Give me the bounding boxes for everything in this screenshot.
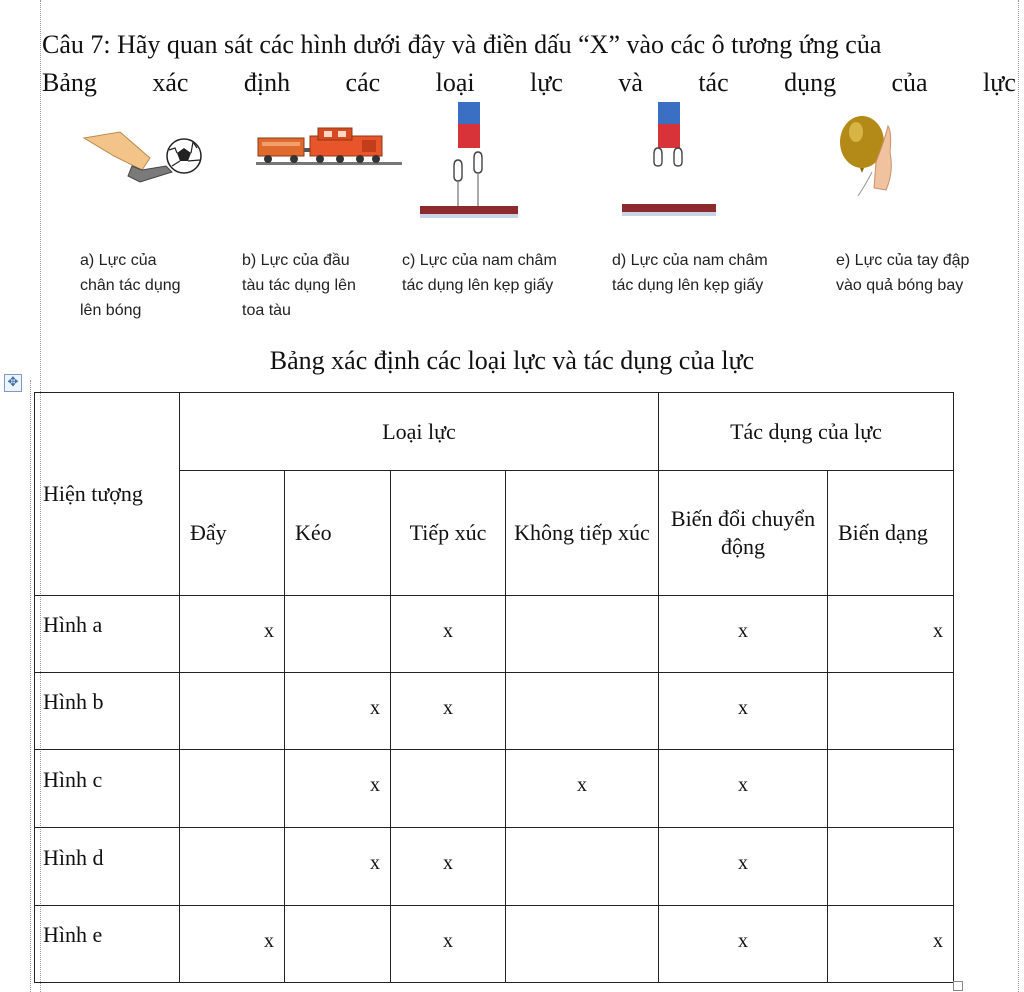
row-label: Hình c: [35, 750, 180, 828]
cell-pull[interactable]: [285, 596, 391, 673]
figure-caption-c: c) Lực của nam châm tác dụng lên kẹp giấy: [402, 252, 557, 294]
cell-push[interactable]: [180, 750, 285, 828]
cell-non-contact[interactable]: x: [506, 750, 659, 828]
row-label: Hình e: [35, 906, 180, 983]
question-line-1: Câu 7: Hãy quan sát các hình dưới đây và điền dấu “X” vào các ô tương ứng của: [42, 30, 882, 59]
magnet-paperclip-icon: [418, 100, 522, 226]
header-push: Đẩy: [180, 471, 285, 596]
table-row: [35, 828, 954, 906]
question-word: xác: [152, 68, 189, 97]
figure-caption-a: a) Lực của chân tác dụng lên bóng: [80, 252, 181, 319]
magnet-paperclip-icon: [620, 100, 720, 224]
cell-motion-change[interactable]: x: [659, 906, 828, 983]
figure-caption-e: e) Lực của tay đập vào quả bóng bay: [836, 252, 970, 294]
cell-push[interactable]: [180, 828, 285, 906]
force-table: [34, 392, 954, 983]
header-non-contact: Không tiếp xúc: [506, 471, 659, 596]
cell-non-contact[interactable]: [506, 828, 659, 906]
table-title: Bảng xác định các loại lực và tác dụng của lực: [269, 346, 755, 375]
row-label: Hình b: [35, 673, 180, 750]
cell-pull[interactable]: x: [285, 673, 391, 750]
table-move-handle[interactable]: ✥: [4, 374, 22, 392]
cell-contact[interactable]: x: [391, 673, 506, 750]
table-margin-guide: [30, 380, 31, 992]
cell-pull[interactable]: x: [285, 750, 391, 828]
cell-motion-change[interactable]: x: [659, 828, 828, 906]
table-row: [35, 673, 954, 750]
table-row: [35, 906, 954, 983]
cell-pull[interactable]: [285, 906, 391, 983]
cell-push[interactable]: [180, 673, 285, 750]
cell-contact[interactable]: x: [391, 596, 506, 673]
header-force-effect: Tác dụng của lực: [659, 393, 954, 471]
cell-pull[interactable]: x: [285, 828, 391, 906]
question-word: định: [243, 68, 291, 97]
cell-deformation[interactable]: [828, 673, 954, 750]
table-row: [35, 596, 954, 673]
cell-contact[interactable]: x: [391, 828, 506, 906]
cell-motion-change[interactable]: x: [659, 673, 828, 750]
header-phenomenon: Hiện tượng: [35, 393, 180, 596]
question-word: dụng: [784, 68, 837, 97]
cell-motion-change[interactable]: x: [659, 750, 828, 828]
cell-non-contact[interactable]: [506, 596, 659, 673]
question-word: lực: [983, 68, 1016, 97]
question-word: các: [345, 68, 381, 97]
question-word: lực: [530, 68, 563, 97]
train-icon: [254, 124, 404, 168]
table-resize-handle[interactable]: [953, 981, 963, 991]
cell-contact[interactable]: x: [391, 906, 506, 983]
header-contact: Tiếp xúc: [391, 471, 506, 596]
row-label: Hình d: [35, 828, 180, 906]
question-word: của: [891, 68, 928, 97]
cell-deformation[interactable]: x: [828, 906, 954, 983]
cell-push[interactable]: x: [180, 596, 285, 673]
header-pull: Kéo: [285, 471, 391, 596]
cell-contact[interactable]: [391, 750, 506, 828]
cell-non-contact[interactable]: [506, 906, 659, 983]
table-row: [35, 750, 954, 828]
row-label: Hình a: [35, 596, 180, 673]
header-deformation: Biến dạng: [828, 471, 954, 596]
header-force-type: Loại lực: [180, 393, 659, 471]
foot-kicking-ball-icon: [80, 126, 210, 190]
cell-deformation[interactable]: [828, 750, 954, 828]
question-word: Bảng: [42, 68, 97, 97]
question-word: và: [618, 68, 643, 97]
header-motion-change: Biến đổi chuyển động: [659, 471, 828, 596]
question-line-2: [42, 68, 1016, 98]
question-word: tác: [698, 68, 729, 97]
figure-caption-d: d) Lực của nam châm tác dụng lên kẹp giấy: [612, 252, 768, 294]
table-header-row: [35, 393, 954, 471]
cell-push[interactable]: x: [180, 906, 285, 983]
figure-caption-b: b) Lực của đầu tàu tác dụng lên toa tàu: [242, 252, 356, 319]
hand-balloon-icon: [832, 112, 902, 202]
cell-deformation[interactable]: [828, 828, 954, 906]
cell-motion-change[interactable]: x: [659, 596, 828, 673]
cell-non-contact[interactable]: [506, 673, 659, 750]
question-word: loại: [435, 68, 475, 97]
cell-deformation[interactable]: x: [828, 596, 954, 673]
page-margin-guide-right: [1018, 0, 1019, 992]
